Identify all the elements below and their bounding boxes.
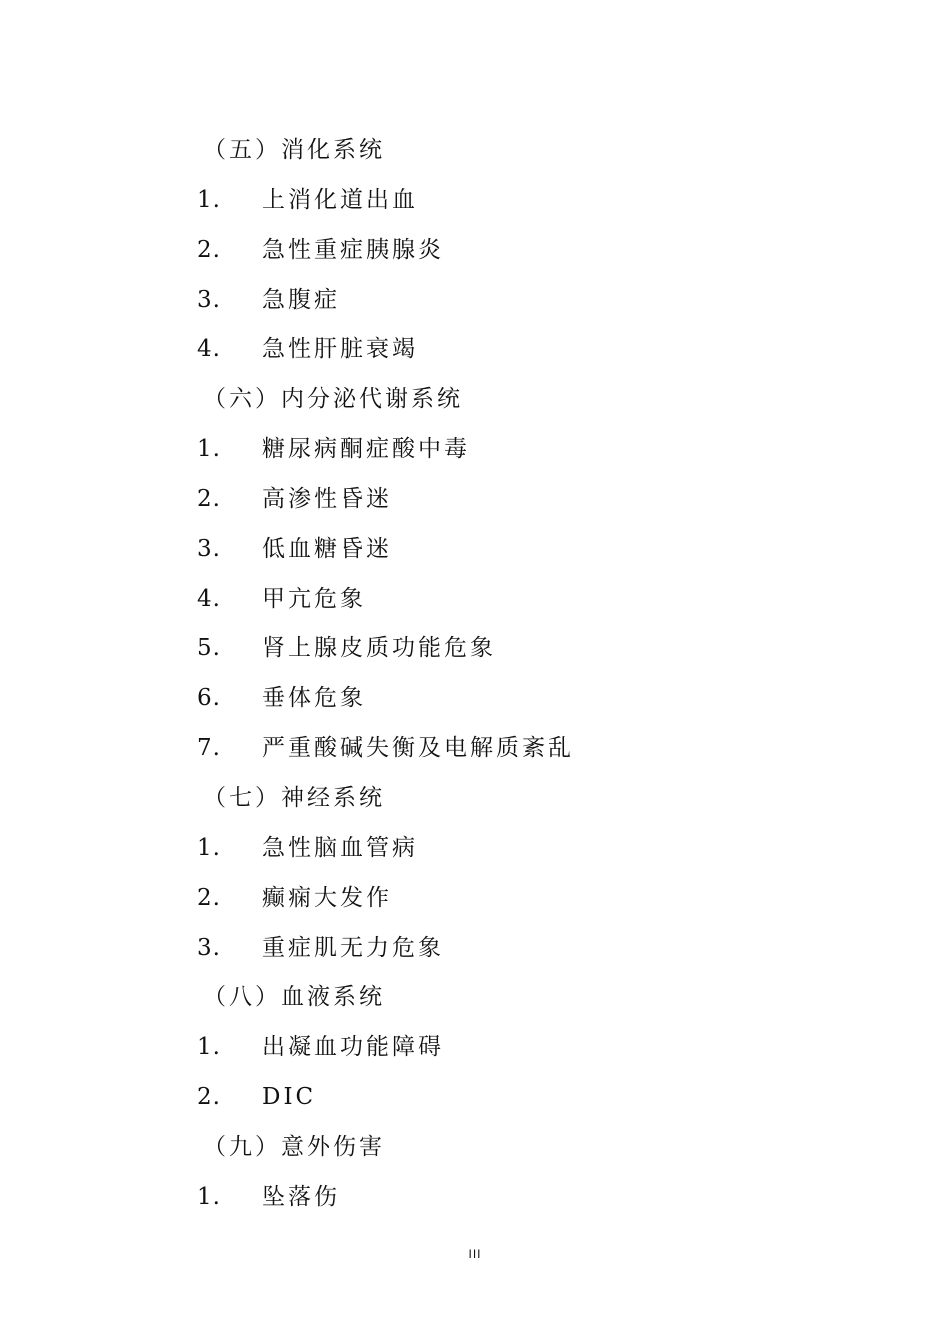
item-text: 急性肝脏衰竭 [262, 336, 418, 363]
list-item [0, 624, 950, 674]
item-text: 坠落伤 [262, 1183, 340, 1210]
item-number: 3. [197, 934, 221, 961]
item-number: 2. [197, 1084, 221, 1111]
item-text: 低血糖昏迷 [262, 535, 392, 562]
section-heading-text: （五）消化系统 [203, 137, 385, 163]
list-item [0, 575, 950, 625]
item-number: 3. [197, 535, 221, 562]
section-heading-text: （八）血液系统 [203, 984, 385, 1011]
item-text: 甲亢危象 [262, 585, 366, 612]
section-heading [0, 375, 950, 425]
item-number: 7. [197, 735, 221, 762]
item-text: 糖尿病酮症酸中毒 [262, 436, 470, 463]
list-item [0, 176, 950, 226]
section-heading [0, 973, 950, 1023]
item-text: 出凝血功能障碍 [262, 1034, 444, 1061]
item-text: 高渗性昏迷 [262, 485, 392, 512]
outline-list [0, 126, 950, 1223]
item-text: 严重酸碱失衡及电解质紊乱 [262, 735, 574, 762]
item-number: 2. [197, 884, 221, 911]
item-text: 肾上腺皮质功能危象 [262, 635, 496, 662]
list-item [0, 674, 950, 724]
section-heading-text: （六）内分泌代谢系统 [203, 386, 463, 413]
list-item [0, 425, 950, 475]
list-item [0, 226, 950, 276]
page-number: III [468, 1247, 482, 1261]
item-text: 垂体危象 [262, 685, 366, 712]
item-number: 4. [197, 336, 221, 363]
list-item [0, 325, 950, 375]
section-heading-text: （九）意外伤害 [203, 1133, 385, 1160]
item-number: 1. [197, 436, 221, 463]
item-text: 急腹症 [262, 286, 340, 313]
list-item [0, 1023, 950, 1073]
item-number: 1. [197, 1034, 221, 1061]
item-text: DIC [262, 1084, 317, 1111]
item-text: 重症肌无力危象 [262, 934, 444, 961]
section-heading [0, 1123, 950, 1173]
item-text: 急性脑血管病 [262, 834, 418, 861]
list-item [0, 1173, 950, 1223]
item-number: 6. [197, 685, 221, 712]
item-number: 5. [197, 635, 221, 662]
list-item [0, 824, 950, 874]
item-text: 癫痫大发作 [262, 884, 392, 911]
item-text: 上消化道出血 [262, 186, 418, 213]
section-heading [0, 126, 950, 176]
item-number: 1. [197, 1183, 221, 1210]
list-item [0, 475, 950, 525]
item-text: 急性重症胰腺炎 [262, 236, 444, 263]
list-item [0, 1073, 950, 1123]
item-number: 4. [197, 585, 221, 612]
item-number: 1. [197, 834, 221, 861]
list-item [0, 924, 950, 974]
item-number: 2. [197, 236, 221, 263]
item-number: 2. [197, 485, 221, 512]
item-number: 1. [197, 186, 221, 213]
list-item [0, 874, 950, 924]
section-heading-text: （七）神经系统 [203, 784, 385, 811]
list-item [0, 525, 950, 575]
section-heading [0, 774, 950, 824]
list-item [0, 724, 950, 774]
item-number: 3. [197, 286, 221, 313]
list-item [0, 276, 950, 326]
